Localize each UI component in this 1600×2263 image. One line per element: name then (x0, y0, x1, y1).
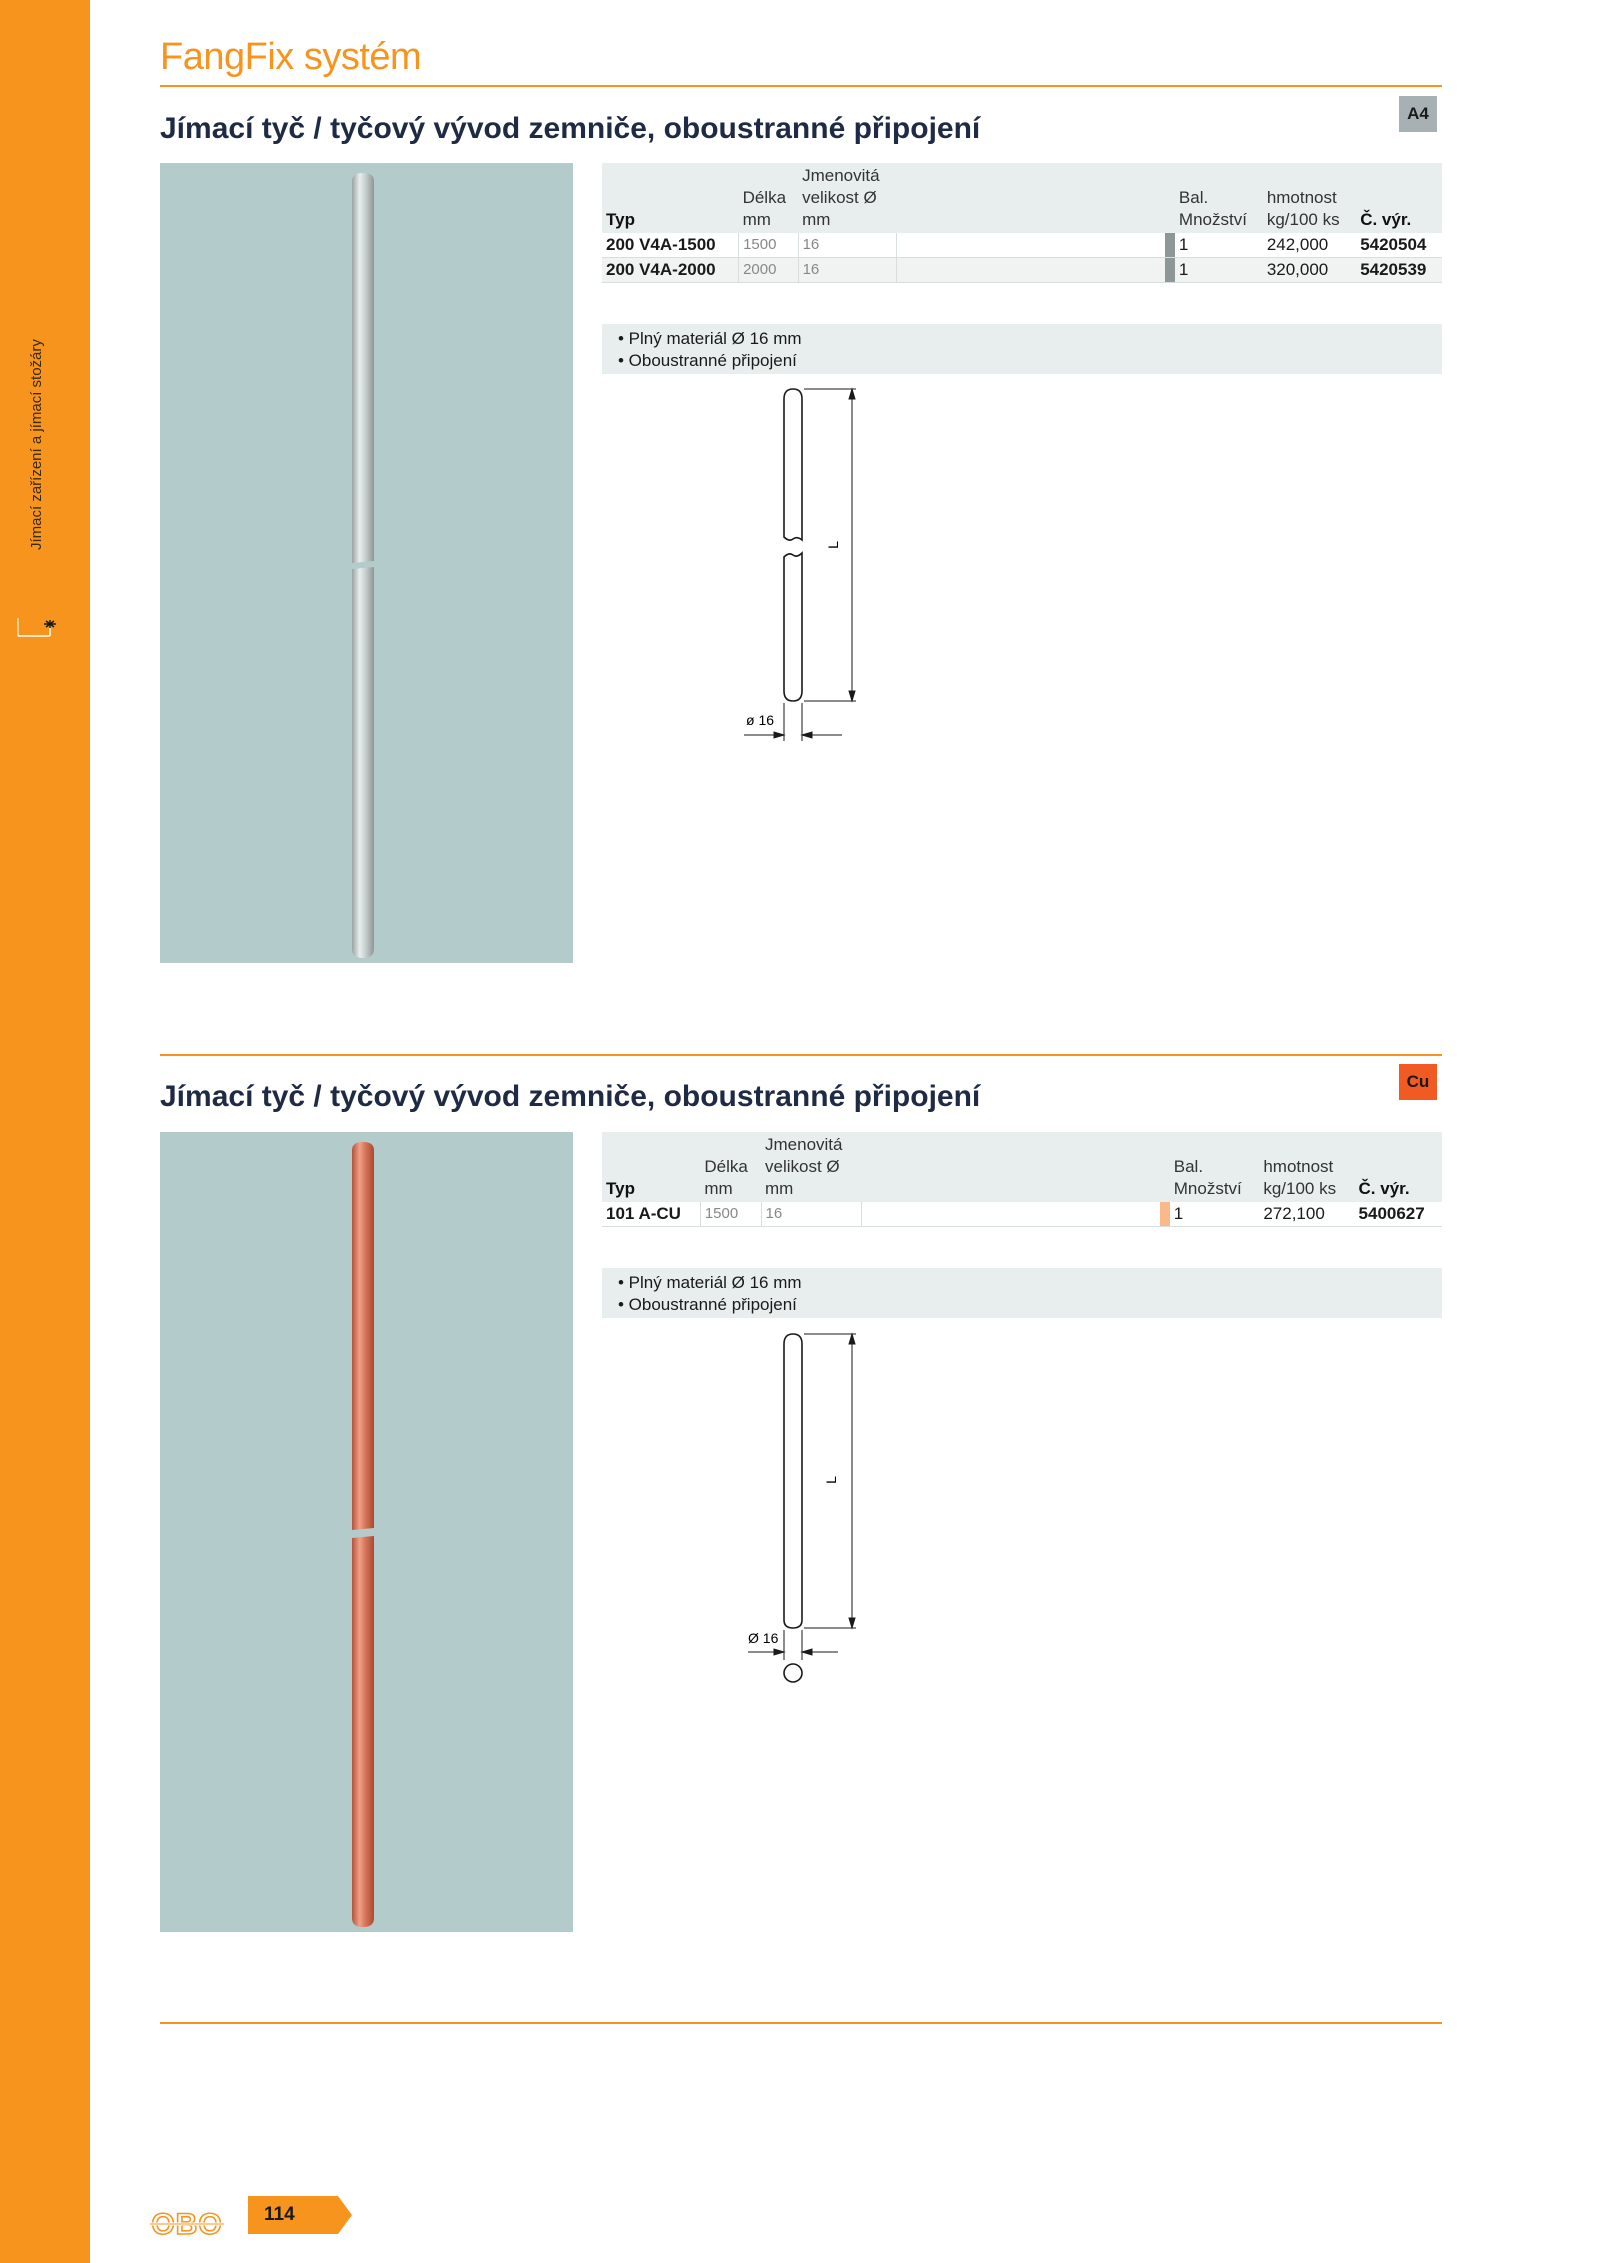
note-item: • Plný materiál Ø 16 mm (618, 1273, 802, 1292)
cell-hmotnost: 272,100 (1259, 1202, 1354, 1227)
brand-title: FangFix systém (160, 36, 422, 78)
header-mark (1160, 1132, 1170, 1202)
product-photo-cu (160, 1132, 573, 1932)
note-item: • Oboustranné připojení (618, 351, 797, 370)
rod-photo-copper (160, 1132, 573, 1932)
table-row (602, 233, 1442, 258)
cell-delka: 1500 (739, 233, 799, 258)
material-marker (1165, 233, 1175, 258)
sidebar-section-label: Jímací zařízení a jímací stožáry (28, 339, 45, 550)
header-hmotnost: hmotnost kg/100 ks (1263, 163, 1356, 233)
cell-velikost: 16 (798, 258, 897, 283)
header-velikost: Jmenovitá velikost Ø mm (761, 1132, 862, 1202)
rod-photo-steel (160, 163, 573, 963)
header-velikost: Jmenovitá velikost Ø mm (798, 163, 897, 233)
product-table-cu (602, 1132, 1442, 1227)
header-spacer (862, 1132, 1160, 1202)
bottom-divider (160, 2022, 1442, 2024)
cell-typ: 101 A-CU (602, 1202, 700, 1227)
diameter-label: ø 16 (746, 712, 775, 728)
logo-text: OBO (151, 2208, 223, 2241)
cell-cislo: 5420539 (1356, 258, 1442, 283)
section-divider (160, 1054, 1442, 1056)
material-badge-a4: A4 (1399, 96, 1437, 132)
product-notes-cu (602, 1268, 1442, 1318)
section-title-cu: Jímací tyč / tyčový vývod zemniče, oboustranné připojení (160, 1080, 981, 1113)
header-typ: Typ (602, 1132, 700, 1202)
note-item: • Plný materiál Ø 16 mm (618, 329, 802, 348)
cell-spacer (897, 233, 1165, 258)
table-header-row (602, 163, 1442, 233)
cell-delka: 2000 (739, 258, 799, 283)
product-photo-a4 (160, 163, 573, 963)
cell-bal: 1 (1175, 233, 1263, 258)
material-marker (1160, 1202, 1170, 1227)
header-bal: Bal. Množství (1175, 163, 1263, 233)
table-row (602, 258, 1442, 283)
header-delka: Délka mm (700, 1132, 761, 1202)
length-label: L (825, 541, 841, 549)
material-marker (1165, 258, 1175, 283)
header-cislo: Č. výr. (1355, 1132, 1442, 1202)
obo-logo (148, 2204, 226, 2244)
material-badge-cu: Cu (1399, 1064, 1437, 1100)
header-cislo: Č. výr. (1356, 163, 1442, 233)
header-bal: Bal. Množství (1170, 1132, 1260, 1202)
technical-drawing-cu (730, 1330, 880, 1690)
cell-velikost: 16 (798, 233, 897, 258)
lightning-rod-icon (14, 616, 58, 640)
header-delka: Délka mm (739, 163, 799, 233)
note-item: • Oboustranné připojení (618, 1295, 797, 1314)
cell-bal: 1 (1170, 1202, 1260, 1227)
cell-typ: 200 V4A-1500 (602, 233, 739, 258)
header-hmotnost: hmotnost kg/100 ks (1259, 1132, 1354, 1202)
product-table-a4 (602, 163, 1442, 283)
section-title-a4: Jímací tyč / tyčový vývod zemniče, oboustranné připojení (160, 112, 981, 145)
diameter-label: Ø 16 (748, 1630, 779, 1646)
header-divider (160, 85, 1442, 87)
cell-spacer (897, 258, 1165, 283)
table-header-row (602, 1132, 1442, 1202)
cell-spacer (862, 1202, 1160, 1227)
product-notes-a4 (602, 324, 1442, 374)
header-spacer (897, 163, 1165, 233)
header-typ: Typ (602, 163, 739, 233)
page-number: 114 (264, 2204, 295, 2225)
table-row (602, 1202, 1442, 1227)
length-label: L (823, 1476, 839, 1484)
technical-drawing-a4 (730, 385, 880, 745)
cell-cislo: 5420504 (1356, 233, 1442, 258)
cell-typ: 200 V4A-2000 (602, 258, 739, 283)
cell-velikost: 16 (761, 1202, 862, 1227)
cell-hmotnost: 242,000 (1263, 233, 1356, 258)
cell-cislo: 5400627 (1355, 1202, 1442, 1227)
cell-hmotnost: 320,000 (1263, 258, 1356, 283)
cell-delka: 1500 (700, 1202, 761, 1227)
cell-bal: 1 (1175, 258, 1263, 283)
header-mark (1165, 163, 1175, 233)
